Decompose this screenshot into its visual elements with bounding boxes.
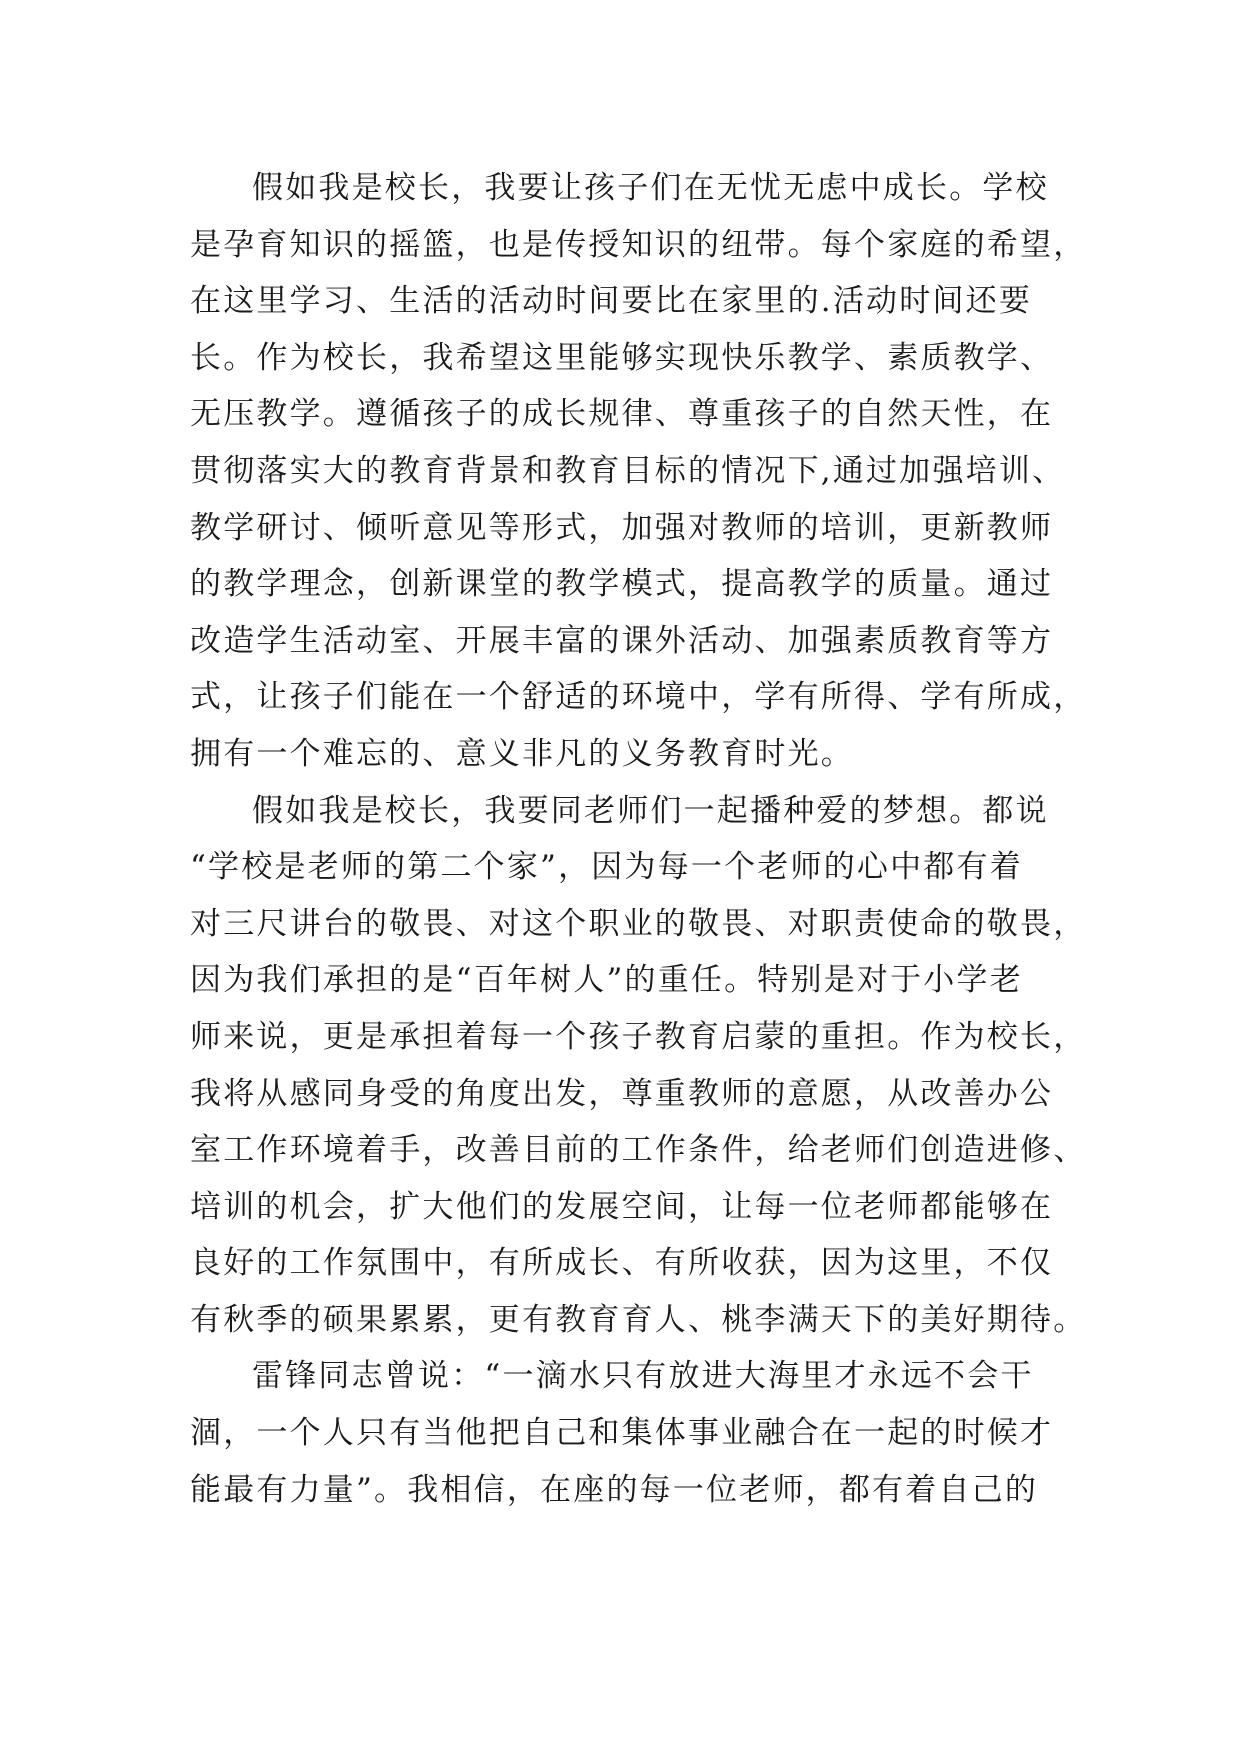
paragraph-2-line-2: “学校是老师的第二个家”，因为每一个老师的心中都有着 bbox=[190, 849, 1023, 886]
paragraph-3-line-2: 涸，一个人只有当他把自己和集体事业融合在一起的时候才 bbox=[190, 1415, 1054, 1452]
paragraph-1-line-2: 是孕育知识的摇篮，也是传授知识的纽带。每个家庭的希望， bbox=[190, 226, 1087, 263]
paragraph-2-line-10: 有秋季的硕果累累，更有教育育人、桃李满天下的美好期待。 bbox=[190, 1301, 1087, 1338]
paragraph-1-line-10: 式，让孩子们能在一个舒适的环境中，学有所得、学有所成， bbox=[190, 679, 1087, 716]
paragraph-1-line-11: 拥有一个难忘的、意义非凡的义务教育时光。 bbox=[190, 735, 854, 772]
paragraph-1-line-3: 在这里学习、生活的活动时间要比在家里的.活动时间还要 bbox=[190, 283, 1033, 320]
paragraph-1-line-6: 贯彻落实大的教育背景和教育目标的情况下,通过加强培训、 bbox=[190, 452, 1066, 489]
paragraph-2-line-6: 我将从感同身受的角度出发，尊重教师的意愿，从改善办公 bbox=[190, 1075, 1054, 1112]
paragraph-1-line-8: 的教学理念，创新课堂的教学模式，提高教学的质量。通过 bbox=[190, 566, 1054, 603]
paragraph-2-line-5: 师来说，更是承担着每一个孩子教育启蒙的重担。作为校长， bbox=[190, 1018, 1087, 1055]
paragraph-2-line-9: 良好的工作氛围中，有所成长、有所收获，因为这里，不仅 bbox=[190, 1245, 1054, 1282]
paragraph-1-line-5: 无压教学。遵循孩子的成长规律、尊重孩子的自然天性，在 bbox=[190, 396, 1054, 433]
document-body bbox=[190, 160, 1087, 1518]
paragraph-2-line-7: 室工作环境着手，改善目前的工作条件，给老师们创造进修、 bbox=[190, 1132, 1087, 1169]
paragraph-1-line-9: 改造学生活动室、开展丰富的课外活动、加强素质教育等方 bbox=[190, 622, 1054, 659]
paragraph-2-line-3: 对三尺讲台的敬畏、对这个职业的敬畏、对职责使命的敬畏， bbox=[190, 905, 1087, 942]
paragraph-2-line-1: 假如我是校长，我要同老师们一起播种爱的梦想。都说 bbox=[252, 792, 1049, 829]
paragraph-1-line-1: 假如我是校长，我要让孩子们在无忧无虑中成长。学校 bbox=[252, 170, 1049, 206]
paragraph-1-line-7: 教学研讨、倾听意见等形式，加强对教师的培训，更新教师 bbox=[190, 509, 1054, 546]
paragraph-2-line-4: 因为我们承担的是“百年树人”的重任。特别是对于小学老 bbox=[190, 962, 1023, 999]
paragraph-1-line-4: 长。作为校长，我希望这里能够实现快乐教学、素质教学、 bbox=[190, 339, 1054, 376]
paragraph-3-line-3: 能最有力量”。我相信，在座的每一位老师，都有着自己的 bbox=[190, 1471, 1039, 1508]
paragraph-3-line-1: 雷锋同志曾说：“一滴水只有放进大海里才永远不会干 bbox=[252, 1358, 1034, 1395]
paragraph-2-line-8: 培训的机会，扩大他们的发展空间，让每一位老师都能够在 bbox=[190, 1188, 1054, 1225]
